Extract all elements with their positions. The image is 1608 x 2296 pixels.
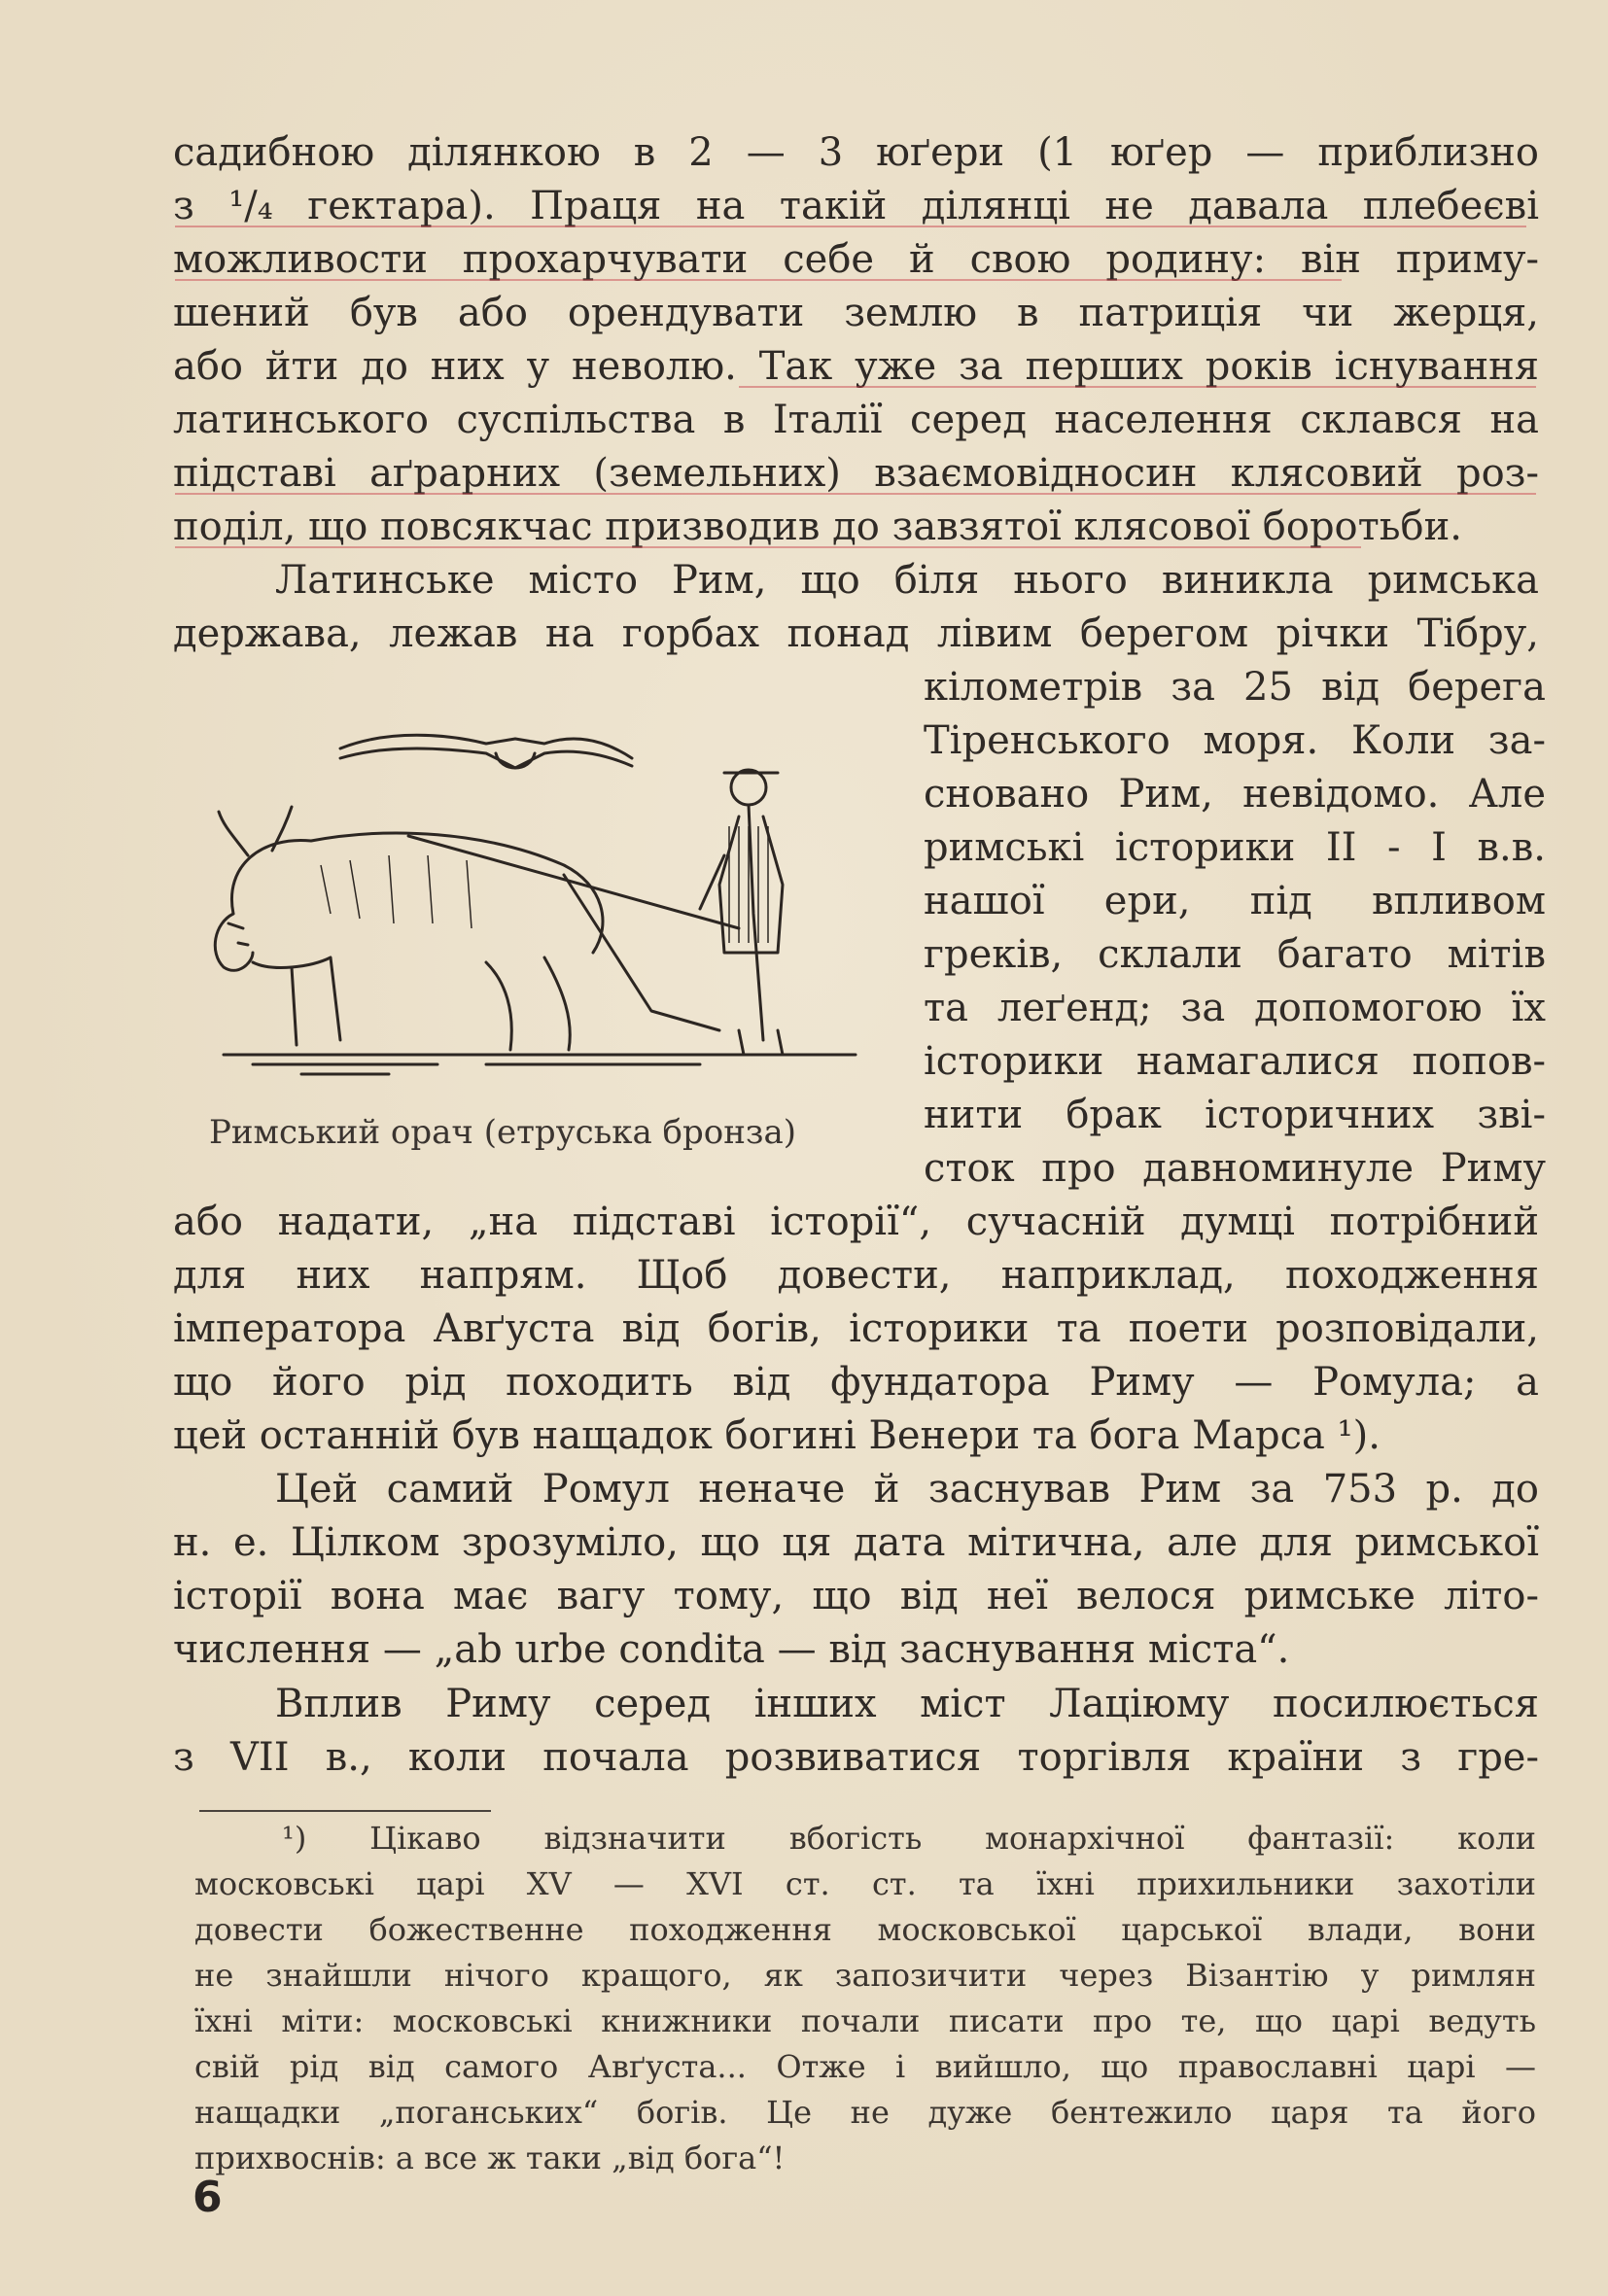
page-number: 6 (192, 2173, 223, 2222)
figure-caption: Римський орач (етруська бронза) (209, 1113, 796, 1152)
text-line: поділ, що повсякчас призводив до завзятої клясової боротьби. (173, 504, 1462, 549)
paragraph-4 (173, 1678, 1539, 1785)
text-line: історії вона має вагу тому, що від неї велося римське літо- (173, 1574, 1539, 1618)
footnote (194, 1816, 1536, 2181)
text-line: сток про давноминуле Риму (924, 1146, 1546, 1191)
text-line: цей останній був нащадок богині Венери та бога Марса ¹). (173, 1413, 1381, 1458)
text-line: нити брак історичних зві- (924, 1093, 1546, 1137)
text-line: або надати, „на підставі історії“, сучасній думці потрібний (173, 1200, 1539, 1244)
text-line: сновано Рим, невідомо. Але (924, 772, 1546, 817)
text-line: греків, склали багато мітів (924, 932, 1546, 977)
pencil-underline (175, 226, 1526, 227)
pencil-underline (175, 546, 1361, 548)
text-line: числення — „ab urbe condita — від заснування міста“. (173, 1627, 1290, 1672)
text-line: кілометрів за 25 від берега (924, 665, 1546, 710)
pencil-underline (175, 493, 1536, 495)
text-line: Тіренського моря. Коли за- (924, 718, 1546, 763)
paragraph-2-rest (173, 1196, 1539, 1463)
text-line: підставі аґрарних (земельних) взаємовідносин клясовий роз- (173, 451, 1539, 496)
text-line: історики намагалися попов- (924, 1039, 1546, 1084)
text-line: імператора Авґуста від богів, історики та поети розповідали, (173, 1306, 1539, 1351)
text-line: нашої ери, під впливом (924, 879, 1546, 923)
paragraph-1 (173, 126, 1539, 554)
text-line: римські історики II - I в.в. (924, 825, 1546, 870)
text-line: садибною ділянкою в 2 — 3 юґери (1 юґер — приблизно (173, 130, 1539, 175)
text-line: з ¹/₄ гектара). Праця на такій ділянці не давала плебеєві (173, 184, 1539, 228)
text-line: Вплив Риму серед інших міст Лаціюму посилюється (275, 1682, 1539, 1726)
text-line: з VII в., коли почала розвиватися торгівля країни з гре- (173, 1735, 1539, 1780)
text-line: для них напрям. Щоб довести, наприклад, походження (173, 1253, 1539, 1298)
text-line: Цей самий Ромул неначе й заснував Рим за 753 р. до (275, 1467, 1539, 1512)
ploughman-illustration (194, 719, 875, 1089)
text-line: н. е. Цілком зрозуміло, що ця дата мітична, але для римської (173, 1520, 1539, 1565)
text-line: або йти до них у неволю. Так уже за перших років існування (173, 344, 1539, 389)
paragraph-2-top (173, 554, 1539, 661)
footnote-line: свій рід від самого Авґуста... Отже і вийшло, що православні царі — (194, 2048, 1536, 2085)
footnote-line: довести божественне походження московської царської влади, вони (194, 1911, 1536, 1948)
footnote-line: не знайшли нічого кращого, як запозичити через Візантію у римлян (194, 1957, 1536, 1994)
text-line: Латинське місто Рим, що біля нього виникла римська (275, 558, 1539, 603)
text-line: шений був або орендувати землю в патриція чи жерця, (173, 291, 1539, 335)
text-line: що його рід походить від фундатора Риму — Ромула; а (173, 1360, 1539, 1405)
text-line: та леґенд; за допомогою їх (924, 986, 1546, 1030)
footnote-line: нащадки „поганських“ богів. Це не дуже бентежило царя та його (194, 2094, 1536, 2131)
footnote-line: ¹) Цікаво відзначити вбогість монархічної фантазії: коли (282, 1820, 1536, 1857)
text-line: латинського суспільства в Італії серед населення склався на (173, 398, 1539, 442)
pencil-underline (739, 386, 1536, 388)
footnote-line: московські царі XV — XVI ст. ст. та їхні прихильники захотіли (194, 1865, 1536, 1902)
footnote-separator (199, 1810, 491, 1812)
paragraph-2-wrap-column (924, 661, 1546, 1196)
footnote-line: їхні міти: московські книжники почали писати про те, що царі ведуть (194, 2002, 1536, 2039)
text-line: держава, лежав на горбах понад лівим берегом річки Тібру, (173, 611, 1539, 656)
text-line: можливости прохарчувати себе й свою родину: він приму- (173, 237, 1539, 282)
paragraph-3 (173, 1463, 1539, 1677)
pencil-underline (175, 279, 1342, 281)
footnote-line: прихвоснів: а все ж таки „від бога“! (194, 2139, 786, 2176)
